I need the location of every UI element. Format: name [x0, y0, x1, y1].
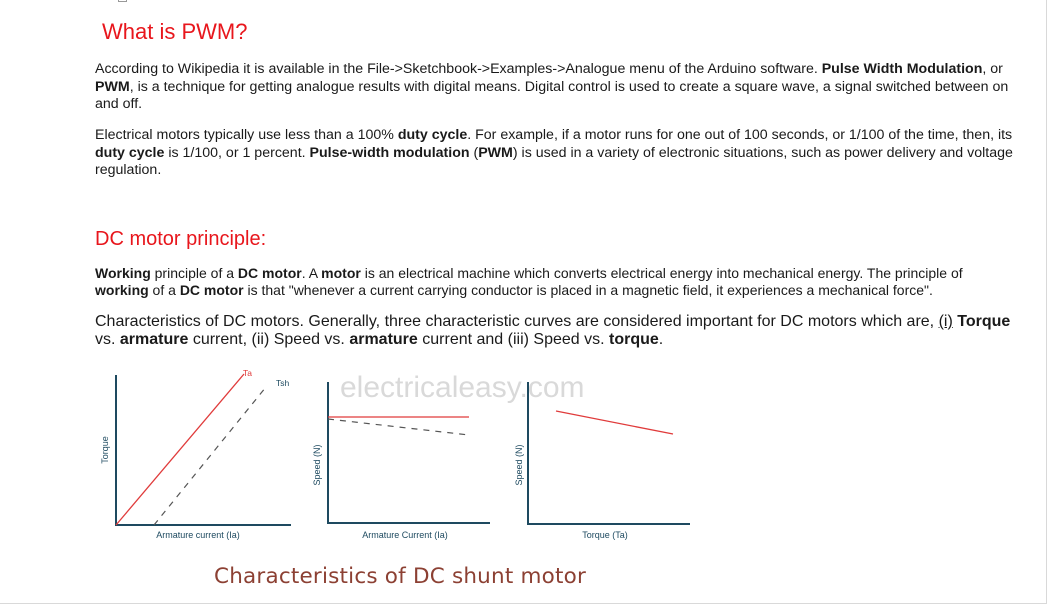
graph1-ta-line: [116, 374, 244, 525]
graph1-y-label: Torque: [100, 436, 110, 464]
graph-speed-vs-current: [312, 382, 490, 540]
graph-speed-vs-torque: [514, 382, 690, 540]
graph1-ta-label: Ta: [243, 368, 252, 378]
graph2-x-label: Armature Current (Ia): [362, 530, 448, 540]
graph1-axes: [116, 375, 291, 525]
graph-torque-vs-current: [100, 368, 291, 540]
characteristic-curves-image: [90, 362, 710, 562]
graph2-y-label: Speed (N): [312, 444, 322, 486]
graph3-speed-line: [556, 411, 673, 434]
graph3-y-label: Speed (N): [514, 444, 524, 486]
graph1-tsh-line: [154, 387, 266, 525]
dc-paragraph-1: Working principle of a DC motor. A motor is an electrical machine which converts electrical energy into mechanical energy. The principle of working of a DC motor is that "whenever a current carrying conductor is placed in a magnetic field, it experiences a mechanical force".: [95, 265, 963, 298]
pwm-heading: What is PWM?: [102, 19, 248, 44]
pwm-paragraph-1: According to Wikipedia it is available in the File->Sketchbook->Examples->Analogue menu of the Arduino software. Pulse Width Modulation, or PWM, is a technique for getting analogue results with digital means. Digital control is used to create a square wave, a signal switched between on and off.: [95, 61, 1009, 112]
watermark-text: electricaleasy.com: [340, 371, 585, 404]
pwm-paragraph-2: Electrical motors typically use less than a 100% duty cycle. For example, if a motor runs for one out of 100 seconds, or 1/100 of the time, then, its duty cycle is 1/100, or 1 percent. Pulse-width modulation (PWM) is used in a variety of electronic situations, such as power delivery and voltage regulation.: [95, 127, 1013, 178]
figure-caption: Characteristics of DC shunt motor: [214, 564, 587, 589]
dc-motor-heading: DC motor principle:: [95, 228, 267, 250]
graph1-x-label: Armature current (Ia): [156, 530, 240, 540]
graph3-x-label: Torque (Ta): [582, 530, 628, 540]
graph2-dashed-line: [328, 419, 469, 435]
corner-marker: [118, 0, 127, 2]
dc-paragraph-2: Characteristics of DC motors. Generally, three characteristic curves are considered important for DC motors which are, (i) Torque vs. armature current, (ii) Speed vs. armature current and (iii) Speed vs. torque.: [95, 313, 1011, 348]
graph1-tsh-label: Tsh: [276, 378, 290, 388]
